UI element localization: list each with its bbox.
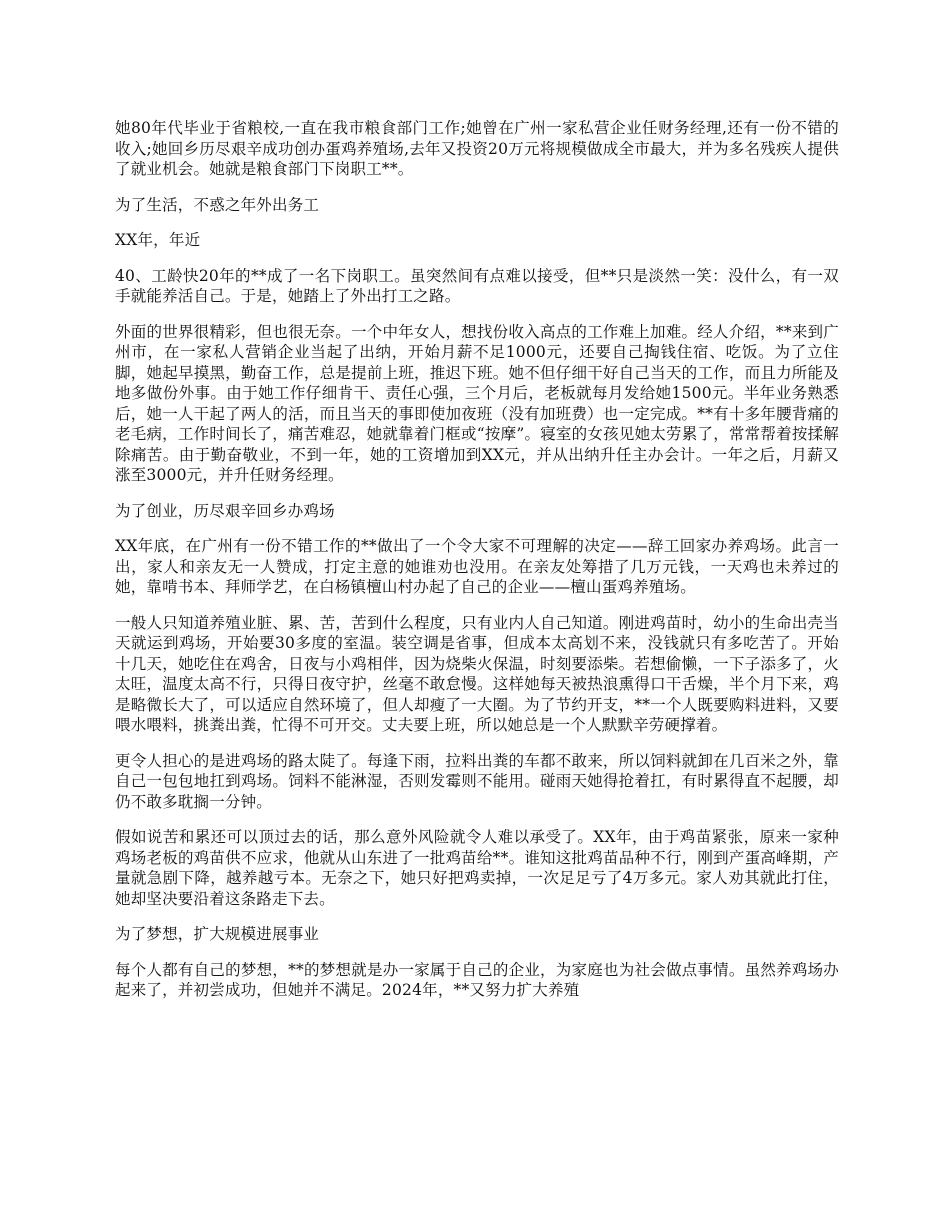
section-heading-startup: 为了创业，历尽艰辛回乡办鸡场 xyxy=(115,501,335,520)
intro-paragraph: 她80年代毕业于省粮校,一直在我市粮食部门工作;她曾在广州一家私营企业任财务经理,还有一份不错的收入;她回乡历尽艰辛成功创办蛋鸡养殖场,去年又投资20万元将规模做成全市最大，并为多名残疾人提供了就业机会。她就是粮食部门下岗职工**。 xyxy=(115,119,839,178)
paragraph-risk: 假如说苦和累还可以顶过去的话，那么意外风险就令人难以承受了。XX年，由于鸡苗紧张，原来一家种鸡场老板的鸡苗供不应求，他就从山东进了一批鸡苗给**。谁知这批鸡苗品种不行，刚到产蛋高峰期，产量就急剧下降，越养越亏本。无奈之下，她只好把鸡卖掉，一次足足亏了4万多元。家人劝其就此打住，她却坚决要沿着这条路走下去。 xyxy=(115,828,839,908)
paragraph-quit-job: XX年底，在广州有一份不错工作的**做出了一个令大家不可理解的决定——辞工回家办养鸡场。此言一出，家人和亲友无一人赞成，打定主意的她谁劝也没用。在亲友处筹措了几万元钱，一天鸡也未养过的她，靠啃书本、拜师学艺，在白杨镇檀山村办起了自己的企业——檀山蛋鸡养殖场。 xyxy=(115,537,839,596)
section-heading-life: 为了生活，不惑之年外出务工 xyxy=(115,195,320,214)
document-body xyxy=(115,118,839,1016)
section-heading-dream: 为了梦想，扩大规模进展事业 xyxy=(115,925,320,943)
paragraph-steep-road: 更令人担心的是进鸡场的路太陡了。每逢下雨，拉料出粪的车都不敢来，所以饲料就卸在几百米之外，靠自己一包包地扛到鸡场。饲料不能淋湿，否则发霉则不能用。碰雨天她得抢着扛，有时累得直不起腰，却仍不敢多耽搁一分钟。 xyxy=(115,751,839,811)
paragraph-laid-off: 40、工龄快20年的**成了一名下岗职工。虽突然间有点难以接受，但**只是淡然一笑：没什么，有一双手就能养活自己。于是，她踏上了外出打工之路。 xyxy=(115,266,839,305)
paragraph-year-fragment: XX年，年近 xyxy=(115,231,201,249)
paragraph-hardship: 一般人只知道养殖业脏、累、苦，苦到什么程度，只有业内人自己知道。刚进鸡苗时，幼小的生命出壳当天就运到鸡场，开始要30多度的室温。装空调是省事，但成本太高划不来，没钱就只有多吃苦了。开始十几天，她吃住在鸡舍，日夜与小鸡相伴，因为烧柴火保温，时刻要添柴。若想偷懒，一下子添多了，火太旺，温度太高不行，只得日夜守护，丝毫不敢怠慢。这样她每天被热浪熏得口干舌燥，半个月下来，鸡是略微长大了，可以适应自然环境了，但人却瘦了一大圈。为了节约开支，**一个人既要购料进料，又要喂水喂料，挑粪出粪，忙得不可开交。丈夫要上班，所以她总是一个人默默辛劳硬撑着。 xyxy=(115,613,839,734)
paragraph-guangzhou-work: 外面的世界很精彩，但也很无奈。一个中年女人，想找份收入高点的工作难上加难。经人介绍，**来到广州市，在一家私人营销企业当起了出纳，开始月薪不足1000元，还要自己掏钱住宿、吃饭。为了立住脚，她起早摸黑，勤奋工作，总是提前上班，推迟下班。她不但仔细干好自己当天的工作，而且力所能及地多做份外事。由于她工作仔细肯干、责任心强，三个月后，老板就每月发给她1500元。半年业务熟悉后，她一人干起了两人的活，而且当天的事即使加夜班（没有加班费）也一定完成。**有十多年腰背痛的老毛病，工作时间长了，痛苦难忍，她就靠着门框或“按摩”。寝室的女孩见她太劳累了，常常帮着按揉解除痛苦。由于勤奋敬业，不到一年，她的工资增加到XX元，并从出纳升任主办会计。一年之后，月薪又涨至3000元，并升任财务经理。 xyxy=(115,322,839,484)
paragraph-dream: 每个人都有自己的梦想，**的梦想就是办一家属于自己的企业，为家庭也为社会做点事情。虽然养鸡场办起来了，并初尝成功，但她并不满足。2024年，**又努力扩大养殖 xyxy=(115,960,839,999)
